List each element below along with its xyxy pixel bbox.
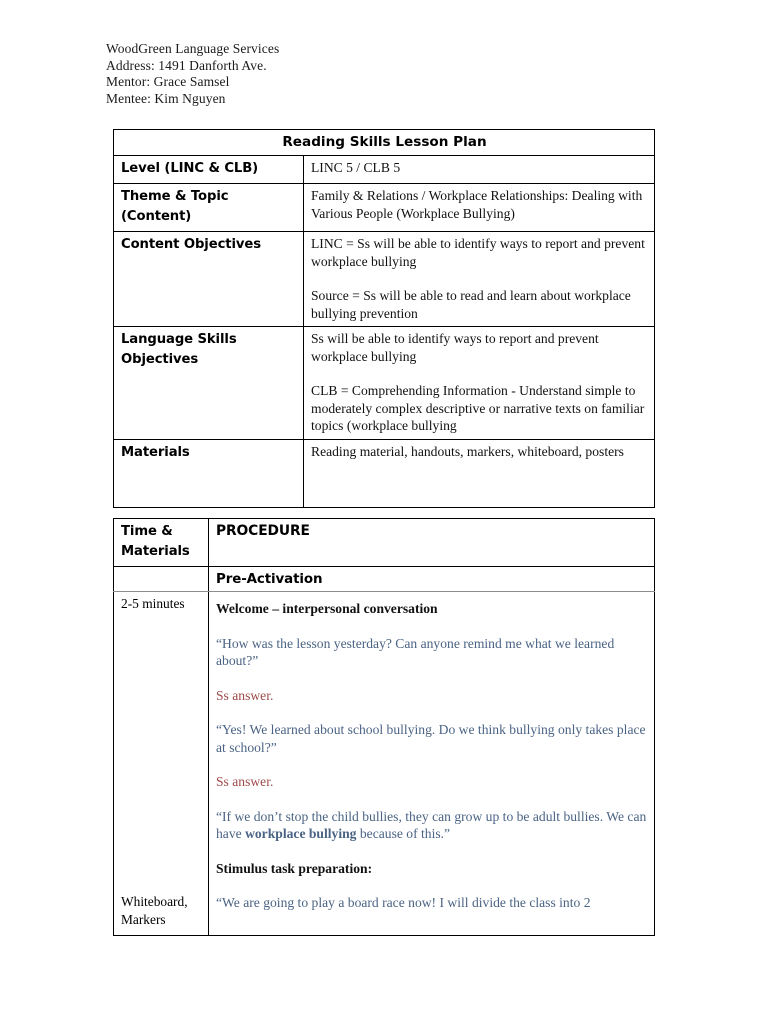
time-and-materials-cell bbox=[114, 592, 209, 936]
row-label-language-skills-objectives bbox=[114, 327, 304, 440]
paragraph: LINC = Ss will be able to identify ways to report and prevent workplace bullying bbox=[311, 236, 645, 269]
row-value-level bbox=[304, 156, 655, 184]
teacher-question-3-part1: “If we don’t stop the child bullies, they can grow up to be adult bullies. We can have bbox=[216, 808, 647, 841]
paragraph: LINC 5 / CLB 5 bbox=[311, 160, 401, 175]
student-answer-2: Ss answer. bbox=[216, 774, 274, 789]
table-row bbox=[114, 327, 655, 440]
paragraph-spacer bbox=[216, 756, 648, 773]
mentor-line: Mentor: Grace Samsel bbox=[106, 74, 230, 89]
stage-time-empty bbox=[114, 567, 209, 592]
materials-line-1: Whiteboard, bbox=[121, 894, 188, 909]
materials-line-2: Markers bbox=[121, 912, 166, 927]
document-header bbox=[106, 41, 279, 107]
column-header-procedure: PROCEDURE bbox=[209, 519, 655, 567]
label-line-2: Objectives bbox=[121, 352, 199, 367]
mentee-line: Mentee: Kim Nguyen bbox=[106, 90, 226, 106]
row-label-level: Level (LINC & CLB) bbox=[114, 156, 304, 184]
paragraph: CLB = Comprehending Information - Understand simple to moderately complex descriptive or narrative texts on familiar topics (workplace bullying bbox=[311, 383, 645, 433]
table-row-stage bbox=[114, 567, 655, 592]
procedure-table bbox=[113, 518, 655, 936]
organization-name: WoodGreen Language Services bbox=[106, 41, 280, 56]
table-row-procedure-header bbox=[114, 519, 655, 567]
row-value-language-skills-objectives bbox=[304, 327, 655, 440]
materials-value bbox=[121, 893, 188, 929]
paragraph-spacer bbox=[216, 618, 648, 635]
column-header-time-materials bbox=[114, 519, 209, 567]
paragraph-spacer bbox=[216, 791, 648, 808]
table-row bbox=[114, 439, 655, 507]
row-label-content-objectives: Content Objectives bbox=[114, 232, 304, 327]
paragraph: Source = Ss will be able to read and learn about workplace bullying prevention bbox=[311, 288, 631, 321]
table-row bbox=[114, 156, 655, 184]
paragraph-spacer bbox=[216, 877, 648, 894]
teacher-question-2: “Yes! We learned about school bullying. Do we think bullying only takes place at school?” bbox=[216, 722, 646, 755]
table-row-title bbox=[114, 130, 655, 156]
label-line-2: (Content) bbox=[121, 209, 192, 224]
paragraph-spacer bbox=[311, 365, 648, 382]
paragraph-spacer bbox=[311, 270, 648, 287]
label-line-1: Language Skills bbox=[121, 332, 237, 347]
label-line-1: Theme & Topic bbox=[121, 189, 229, 204]
time-value: 2-5 minutes bbox=[121, 596, 185, 611]
stimulus-task-heading: Stimulus task preparation: bbox=[216, 860, 373, 876]
table-row bbox=[114, 184, 655, 232]
teacher-question-3-part2: because of this.” bbox=[356, 826, 451, 841]
paragraph-spacer bbox=[216, 704, 648, 721]
table-row-procedure-content bbox=[114, 592, 655, 936]
teacher-question-1: “How was the lesson yesterday? Can anyone remind me what we learned about?” bbox=[216, 635, 615, 668]
row-label-materials: Materials bbox=[114, 439, 304, 507]
paragraph: Reading material, handouts, markers, whiteboard, posters bbox=[311, 443, 624, 459]
teacher-question-4: “We are going to play a board race now! I will divide the class into 2 bbox=[216, 895, 591, 910]
paragraph: Ss will be able to identify ways to report and prevent workplace bullying bbox=[311, 331, 599, 364]
lesson-plan-table bbox=[113, 129, 655, 508]
row-label-theme-topic bbox=[114, 184, 304, 232]
paragraph: Family & Relations / Workplace Relationships: Dealing with Various People (Workplace Bullying) bbox=[311, 188, 643, 221]
row-value-materials bbox=[304, 439, 655, 507]
row-value-theme-topic bbox=[304, 184, 655, 232]
row-value-content-objectives bbox=[304, 232, 655, 327]
address-line: Address: 1491 Danforth Ave. bbox=[106, 57, 267, 73]
lesson-plan-title: Reading Skills Lesson Plan bbox=[114, 130, 655, 156]
procedure-steps-cell bbox=[209, 592, 655, 936]
header-line-2: Materials bbox=[121, 544, 190, 559]
step-welcome: Welcome – interpersonal conversation bbox=[216, 601, 438, 616]
table-row bbox=[114, 232, 655, 327]
paragraph-spacer bbox=[216, 670, 648, 687]
student-answer-1: Ss answer. bbox=[216, 687, 274, 703]
teacher-question-3-emphasis: workplace bullying bbox=[245, 826, 357, 841]
teacher-question-3 bbox=[216, 808, 648, 843]
stage-label-pre-activation: Pre-Activation bbox=[209, 567, 655, 592]
paragraph-spacer bbox=[216, 843, 648, 860]
header-line-1: Time & bbox=[121, 524, 173, 539]
